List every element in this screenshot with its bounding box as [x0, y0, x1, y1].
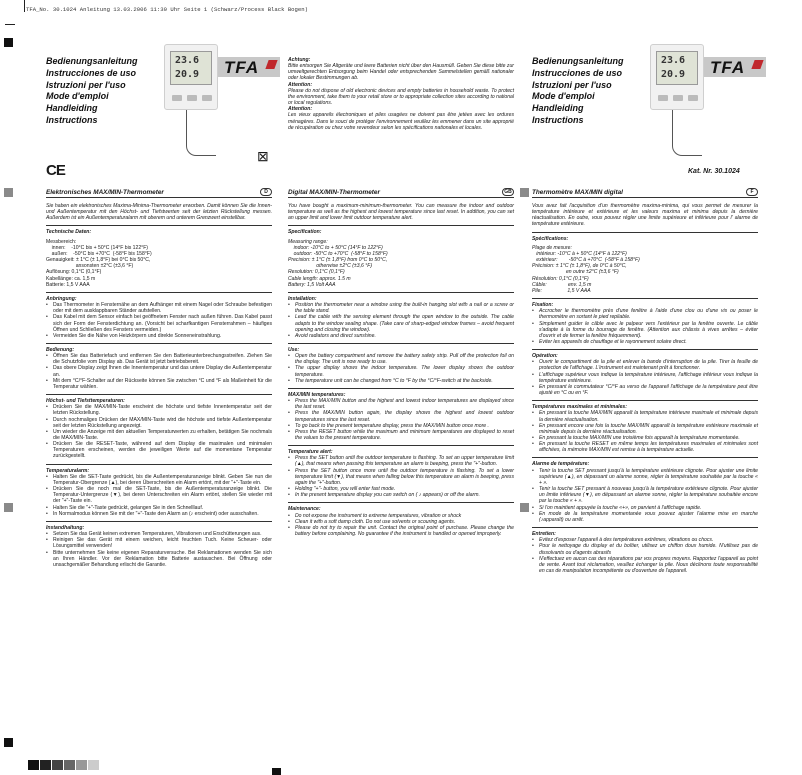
column-german [46, 203, 272, 568]
list-item: • N'effectuez en aucun cas des réparations par vos propres moyens. Rapportez l'appareil au point de vente. Avant tout réclamation, veuillez échanger la pile. Nous déclinons toute responsabilité en cas de manipulation incompétente ou d'ouverture de l'appareil. [532, 556, 758, 574]
color-control-patch [64, 760, 75, 770]
title-block-left [46, 56, 138, 127]
device-button [673, 95, 683, 101]
spec-line: intérieur: -10°C à + 50°C (14°F à 122°F) [532, 250, 627, 257]
spec-line: außen: -50°C bis +70°C (-58°F bis 158°F) [46, 250, 152, 257]
spec-line: Cable length: approx. 1.5 m [288, 275, 351, 282]
title-it: Istruzioni per l'uso [532, 79, 612, 90]
registration-square [4, 738, 13, 747]
list-item: • Open the battery compartment and remove the battery safety strip. Pull off the protection foil on the display. The unit is now ready to use. [288, 353, 514, 365]
section-title-fr: Thermomètre MAX/MIN digital [532, 189, 758, 198]
device-button [658, 95, 668, 101]
list-item: • Durch nochmaliges Drücken der MAX/MIN-Taste wird die höchste und tiefste Außentemperatur seit der letzten Rückstellung angezeigt. [46, 417, 272, 429]
list-item: • Mit dem °C/°F-Schalter auf der Rückseite können Sie zwischen °C und °F als Maßeinheit für die Temperatur wählen. [46, 378, 272, 390]
spec-line: en outre ±2°C (±3,6 °F) [532, 269, 619, 276]
heading-spec: Specification: [288, 229, 322, 236]
spec-line: Précision: ± 1°C (± 1,8°F), de 0°C à 50°C, [532, 263, 627, 270]
maxmin-list [532, 410, 758, 453]
registration-square [272, 768, 281, 775]
list-item: • Press the SET button once more until the outdoor temperature is flashing. To set a lower temperature limit (▼), that means when falling below this temperature an alarm is beeping, press again the "+"-button. [288, 468, 514, 486]
list-item: • Vermeiden Sie die Nähe von Heizkörpern und direkte Sonneneinstrahlung. [46, 333, 272, 339]
list-item: • Das Thermometer in Fensternähe an dem Aufhänger mit einem Nagel oder Schraube befestigen oder mit dem ausklappbaren Ständer aufstellen. [46, 302, 272, 314]
list-item: • En pressant encore une fois la touche MAX/MIN apparaît la température extérieure maximale et minimale depuis la dernière réactualisation. [532, 423, 758, 435]
crop-mark [5, 24, 15, 25]
sensor-cable [186, 110, 216, 156]
list-item: • En pressant la touche MAX/MIN une troisième fois apparaît la température momentanée. [532, 435, 758, 441]
language-badge-fr: F [746, 188, 758, 196]
language-badge-de: D [260, 188, 272, 196]
list-item: • Drücken Sie die RESET-Taste, während auf dem Display die maximalen und minimalen Temperaturen erscheinen, werden die jeweiligen Werte auf die momentane Temperatur zurückgestellt. [46, 441, 272, 459]
spec-list [532, 245, 758, 294]
list-item: • Halten Sie die "+"-Taste gedrückt, gelangen Sie in den Schnelllauf. [46, 505, 272, 511]
heading-maintenance: Maintenance: [288, 506, 321, 513]
list-item: • Eviter les appareils de chauffage et le rayonnement solaire direct. [532, 339, 758, 345]
spec-line: innen: -10°C bis + 50°C (14°F bis 122°F) [46, 244, 149, 251]
device-button [202, 95, 212, 101]
list-item: • L'affichage supérieur vous indique la température intérieure, l'affichage inférieur vous indique la température extérieure. [532, 372, 758, 384]
color-control-patch [28, 760, 39, 770]
spec-line: indoor: -10°C to + 50°C (14°F to 122°F) [288, 244, 383, 251]
title-es: Instrucciones de uso [46, 67, 137, 78]
device-button [172, 95, 182, 101]
heading-maintenance: Entretien: [532, 531, 556, 538]
list-item: • Lead the cable with the sensing element through the open window to the outside. The cable adapts to the window sealing shape. (Take care of sharp-edged window frames – avoid frequent opening and closing the window). [288, 314, 514, 332]
thermometer-illustration [650, 44, 704, 110]
title-fr: Mode d'emploi [532, 91, 595, 102]
list-item: • Accrocher le thermomètre près d'une fenêtre à l'aide d'une clou ou d'une vis ou poser le thermomètre en sortant le pied repliable. [532, 308, 758, 320]
lcd-upper-value: 23.6 [175, 55, 200, 66]
list-item: • Halten Sie die SET-Taste gedrückt, bis die Außentemperaturanzeige blinkt. Geben Sie nun die Temperatur-Obergrenze (▲), bei deren Überschreiten ein Alarm ertönt, mit der "+"-Taste ein. [46, 474, 272, 486]
disposal-notes [288, 57, 514, 131]
maintenance-list [46, 531, 272, 568]
intro-text: Sie haben ein elektronisches Maxima-Minima-Thermometer erworben. Damit können Sie die Innen- und Außentemperatur mit den Höchst- und Tiefstwerten seit der letzten Rückstellung messen. Außerdem ist ein Außentemperaturalarm mit oberem und unterem Grenzwert einstellbar. [46, 203, 272, 222]
heading-use: Use: [288, 346, 300, 353]
list-item: • Setzen Sie das Gerät keinen extremen Temperaturen, Vibrationen und Erschütterungen aus. [46, 531, 272, 537]
list-item: • Press the MAX/MIN button again, the display shows the highest and lowest outdoor temperatures since the last reset. [288, 410, 514, 422]
list-item: • En pressant la touche RESET en même temps les températures maximales et minimales sont affichées, la mémoire MAX/MIN est remise à la température actuelle. [532, 441, 758, 453]
spec-line: Auflösung: 0,1°C (0,1°F) [46, 269, 102, 276]
operation-list [46, 353, 272, 390]
alarm-list [46, 474, 272, 517]
list-item: • Do not expose the instrument to extreme temperatures, vibration or shock [288, 513, 514, 519]
list-item: • The temperature unit can be changed from °C to °F by the °C/°F-switch at the backside. [288, 378, 514, 384]
list-item: • Press the SET button until the outdoor temperature is flashing. To set an upper temperature limit (▲), that means when passing this temperature an alarm is beeping, press the "+"-button. [288, 455, 514, 467]
list-item: • Um wieder die Anzeige mit den aktuellen Temperaturwerten zu erhalten, betätigen Sie nochmals die MAX/MIN-Taste. [46, 429, 272, 441]
color-control-patch [76, 760, 87, 770]
ce-mark: CE [46, 162, 65, 179]
spec-line: extérieur: -50°C à +70°C (-58°F à 158°F) [532, 257, 640, 264]
heading-mounting: Anbringung: [46, 295, 77, 302]
maintenance-list [288, 513, 514, 538]
spec-line: ansonsten ±2°C (±3,6 °F) [46, 263, 134, 270]
title-en: Instructions [532, 114, 584, 125]
color-control-patch [88, 760, 99, 770]
registration-square [520, 188, 529, 197]
tfa-logo: TFA [704, 57, 766, 77]
column-french [532, 203, 758, 574]
spec-line: Messbereich: [46, 238, 77, 245]
title-en: Instructions [46, 114, 98, 125]
spec-line: Resolution: 0,1°C (0,1°F) [288, 269, 345, 276]
intro-text: Vous avez fait l'acquisition d'un thermomètre maxima-minima, qui vous permet de mesurer la température intérieure et extérieure et les valeurs maxima et minima depuis la dernière réactualisation. En outre, vous pouvez régler une limite supérieure et inférieure pour l' alarme de température extérieure. [532, 203, 758, 228]
disposal-fr: Les vieux appareils électroniques et piles usagées ne doivent pas être jetées avec les ordures ménagères. Dans le souci de protéger l'environnement veuillez les emmener dans un site approprié de récupération ou chez votre revendeur selon les spécifications nationales et locales. [288, 112, 514, 131]
list-item: • Clean it with a soft damp cloth. Do not use solvents or scouring agents. [288, 519, 514, 525]
list-item: • Press the RESET button while the maximum and minimum temperatures are displayed to reset the values to the present temperature. [288, 429, 514, 441]
heading-maxmin: Températures maximales et minimales: [532, 404, 627, 411]
list-item: • Bitte unternehmen Sie keine eigenen Reparaturversuche. Bei Reklamationen wenden Sie sich an Ihren Händler. Vor der Reklamation bitte Batterie austauschen. Bei Öffnung oder unsachgemäßer Behandlung erlischt die Garantie. [46, 550, 272, 568]
catalog-number: Kat. Nr. 30.1024 [688, 168, 740, 175]
title-nl: Handleiding [46, 103, 98, 114]
lcd-lower-value: 20.9 [661, 69, 686, 80]
spec-line: Battery: 1,5 Volt AAA [288, 281, 336, 288]
title-de: Bedienungsanleitung [46, 56, 138, 66]
thermometer-illustration [164, 44, 218, 110]
operation-list [532, 359, 758, 396]
heading-attention-en: Attention: [288, 81, 313, 88]
recycle-bin-icon: ⊠ [257, 148, 269, 164]
tech-list [46, 239, 272, 288]
spec-line: Measuring range: [288, 238, 328, 245]
registration-square [4, 188, 13, 197]
list-item: • Holding "+"- button, you will enter fast mode. [288, 486, 514, 492]
list-item: • In Normalmodus können Sie mit der "+"-Taste den Alarm an (♪ erscheint) oder ausschalten. [46, 511, 272, 517]
section-title-de: Elektronisches MAX/MIN-Thermometer [46, 189, 272, 198]
list-item: • Das obere Display zeigt Ihnen die Innentemperatur und das untere Display die Außentemperatur an. [46, 365, 272, 377]
spec-line: Plage de mesure: [532, 244, 572, 251]
alarm-list [532, 468, 758, 523]
maxmin-list [288, 398, 514, 441]
sensor-cable [672, 110, 702, 156]
column-english [288, 203, 514, 537]
list-item: • In the present temperature display you can switch on ( ♪ appears) or off the alarm. [288, 492, 514, 498]
disposal-en: Please do not dispose of old electronic devices and empty batteries in household waste. To protect the environment, take them to your retail store or to appropriate collection sites according to national or local regulations. [288, 87, 514, 107]
spec-list [288, 239, 514, 288]
list-item: • Position the thermometer near a window using the built-in hanging slot with a nail or a screw or the table stand. [288, 302, 514, 314]
list-item: • Si l'on maintient appuyée la touche «+», on parvient à l'affichage rapide. [532, 505, 758, 511]
list-item: • Reinigen Sie das Gerät mit einem weichen, leicht feuchten Tuch. Keine Scheuer- oder Lösungsmittel verwenden! [46, 537, 272, 549]
lcd-display [170, 51, 212, 85]
lcd-lower-value: 20.9 [175, 69, 200, 80]
maintenance-list [532, 537, 758, 574]
list-item: • En pressant le commutateur °C/°F au verso de l'appareil l'affichage de la température peut être ajusté en °C ou en °F. [532, 384, 758, 396]
title-fr: Mode d'emploi [46, 91, 109, 102]
list-item: • Tenir la touche SET pressant à nouveau jusqu'à la température extérieure clignote. Pour ajuster un limite inférieure (▼), en dépassant un alarme sonne, régler la température souhaitée encore par la touche « + ». [532, 486, 758, 504]
spec-line: Precision: ± 1°C (± 1,8°F) from 0°C to 50°C, [288, 257, 388, 264]
registration-square [520, 503, 529, 512]
spec-line: otherwise ±2°C (±3,6 °F) [288, 263, 373, 270]
title-block-right [532, 56, 624, 127]
list-item: • Drücken Sie die noch mal die SET-Taste, bis die Außentemperaturanzeige blinkt. Die Temperatur-Untergrenze (▼), bei deren Unterschreiten ein Alarm ertönt, stellen Sie wieder mit der "+"-Taste ein. [46, 486, 272, 504]
crop-mark [24, 0, 25, 12]
list-item: • Drücken Sie die MAX/MIN-Taste erscheint die höchste und tiefste Innentemperatur seit der letzten Rückstellung. [46, 404, 272, 416]
print-header: TFA_No. 30.1024 Anleitung 13.03.2006 11:30 Uhr Seite 1 (Schwarz/Process Black Bogen) [26, 6, 308, 13]
alert-list [288, 455, 514, 498]
device-button [187, 95, 197, 101]
spec-line: Genauigkeit: ± 1°C (± 1,8°F) bei 0°C bis 50°C, [46, 257, 151, 264]
heading-spec: Spécifications: [532, 235, 569, 242]
list-item: • Please do not try to repair the unit. Contact the original point of purchase. Please change the battery before complaining. No guarantee if the instrument is handled or opened improperly. [288, 525, 514, 537]
heading-alarm: Alarme de température: [532, 461, 590, 468]
list-item: • Tenir la touche SET pressant jusqu'à la température extérieure clignote. Pour ajuster une limite supérieure (▲), en dépassant un alarme sonne, régler la température souhaitée par la touche « + ». [532, 468, 758, 486]
title-it: Istruzioni per l'uso [46, 79, 126, 90]
list-item: • En pressant la touche MAX/MIN apparaît la température intérieure maximale et minimale depuis la dernière réactualisation. [532, 410, 758, 422]
list-item: • Das Kabel mit dem Sensor einfach bei geöffnetem Fenster nach außen führen. Das Kabel passt sich der Form der Fensterdichtung an. (Vorsicht bei scharfkantigen Fensterrahmen – häufiges Öffnen und Schließen des Fensters vermeiden.) [46, 314, 272, 332]
list-item: • En mode de la température momentanée vous pouvez ajuster l'alarme mise en marche (♪apparaît) ou arrêt. [532, 511, 758, 523]
use-list [288, 353, 514, 384]
heading-maintenance: Instandhaltung: [46, 524, 85, 531]
device-button [688, 95, 698, 101]
color-control-patch [52, 760, 63, 770]
heading-operation: Bedienung: [46, 346, 75, 353]
heading-fixation: Fixation: [532, 302, 554, 309]
fixation-list [532, 308, 758, 345]
heading-alarm: Temperaturalarm: [46, 467, 90, 474]
list-item: • Press the MAX/MIN button and the highest and lowest indoor temperatures are displayed since the last reset. [288, 398, 514, 410]
spec-line: Kabellänge: ca. 1,5 m [46, 275, 96, 282]
heading-maxmin: Höchst- und Tiefsttemperaturen: [46, 398, 125, 405]
spec-line: Résolution: 0,1°C (0,1°F) [532, 275, 589, 282]
heading-attention-fr: Attention: [288, 106, 313, 113]
list-item: • Simplement guider le câble avec le palpeur vers l'extérieur par la fenêtre ouverte. Le câble s'adapte à la forme du bourrage de fenêtre. (Attention aux châssis à vives arrêtes – éviter d'ouvrir et de fermer la fenêtre fréquemment). [532, 321, 758, 339]
heading-maxmin: MAX/MIN temperatures: [288, 391, 346, 398]
maxmin-list [46, 404, 272, 459]
registration-square [4, 38, 13, 47]
language-badge-gb: GB [502, 188, 514, 196]
heading-installation: Installation: [288, 295, 317, 302]
installation-list [288, 302, 514, 339]
heading-operation: Opération: [532, 353, 558, 360]
tfa-logo: TFA [218, 57, 280, 77]
list-item: • Öffnen Sie das Batteriefach und entfernen Sie den Batterieunterbrechungsstreifen. Ziehen Sie die Schutzfolie vom Display ab. Das Gerät ist jetzt betriebsbereit. [46, 353, 272, 365]
list-item: • The upper display shows the indoor temperature. The lower display shows the outdoor temperature. [288, 365, 514, 377]
list-item: • Pour le nettoyage du display et du boîtier, utilisez un chiffon doux humide. N'utilisez pas de dissolvants ou d'agents abrasifs [532, 543, 758, 555]
section-title-en: Digital MAX/MIN-Thermometer [288, 189, 514, 198]
disposal-de: Bitte entsorgen Sie Altgeräte und leere Batterien nicht über den Hausmüll. Geben Sie diese bitte zur umweltgerechten Entsorgung beim Handel oder entsprechenden Sammelstellen gemäß nationaler oder lokaler Bestimmungen ab. [288, 63, 514, 82]
mounting-list [46, 302, 272, 339]
lcd-upper-value: 23.6 [661, 55, 686, 66]
title-es: Instrucciones de uso [532, 67, 623, 78]
list-item: • Avoid radiators and direct sunshine. [288, 333, 514, 339]
intro-text: You have bought a maximum-minimum-thermometer. You can measure the indoor and outdoor temperature as well as the highest and lowest temperature since last reset. In addition, you can set an upper limit and lower limit outdoor temperature alert. [288, 203, 514, 222]
heading-alert: Temperature alert: [288, 449, 333, 456]
spec-line: Pile: 1,5 V AAA [532, 287, 591, 294]
list-item: • To go back to the present temperature display, press the MAX/MIN button once more . [288, 423, 514, 429]
spec-line: Câble: env. 1,5 m [532, 281, 592, 288]
lcd-display [656, 51, 698, 85]
title-nl: Handleiding [532, 103, 584, 114]
list-item: • Ouvrir le compartiment de la pile et enlever la bande d'interruption de la pile. Tirer la feuille de protection de l'affichage. L'instrument est maintenant prêt à fonctionner. [532, 359, 758, 371]
heading-tech: Technische Daten: [46, 229, 92, 236]
registration-square [4, 503, 13, 512]
title-de: Bedienungsanleitung [532, 56, 624, 66]
spec-line: outdoor: -50°C to +70°C (-58°F to 158°F) [288, 250, 388, 257]
list-item: • Evitez d'exposer l'appareil à des températures extrêmes, vibrations ou chocs. [532, 537, 758, 543]
color-control-patch [40, 760, 51, 770]
heading-attention-de: Achtung: [288, 57, 311, 63]
spec-line: Batterie: 1,5 V AAA [46, 281, 90, 288]
